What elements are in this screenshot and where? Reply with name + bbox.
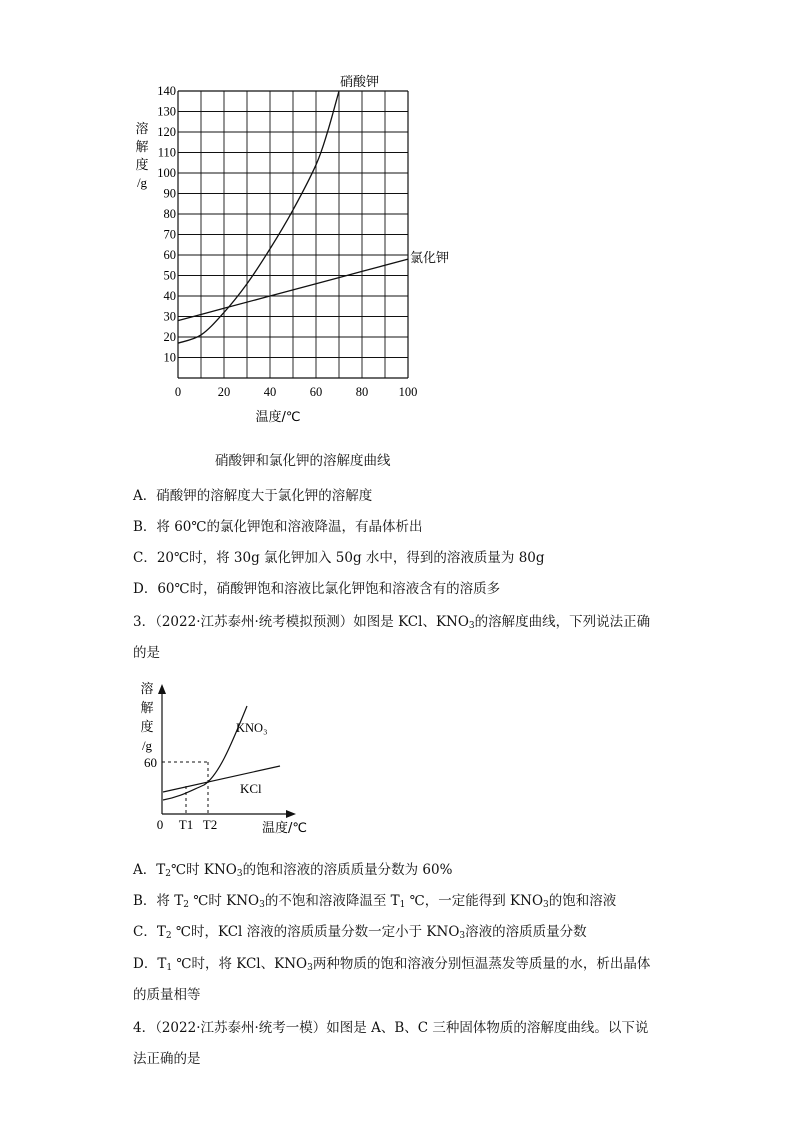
chart1-ytick-50: 50 [163, 268, 176, 283]
chart1-xtick-40: 40 [263, 385, 277, 399]
q3c-part4: 溶液的溶质质量分数 [465, 924, 587, 940]
chart1-y-axis-label [135, 121, 148, 190]
q2-option-b: B．将 60℃的氯化钾饱和溶液降温，有晶体析出 [133, 519, 423, 535]
q2-option-d: D．60℃时，硝酸钾饱和溶液比氯化钾饱和溶液含有的溶质多 [133, 581, 501, 597]
q3-option-b [133, 889, 616, 910]
q3b-sub1: 2 [183, 900, 189, 910]
q3c-part2: ℃时，KCl 溶液的溶质质量分数一定小于 KNO [171, 924, 460, 940]
chart1-ytick-30: 30 [163, 309, 176, 324]
kno3-curve [178, 91, 339, 343]
q3b-part0: B．将 T [133, 893, 184, 909]
chart1-caption: 硝酸钾和氯化钾的溶解度曲线 [215, 453, 391, 469]
chart1-grid [178, 91, 408, 378]
chart1-xtick-80: 80 [355, 385, 369, 399]
chart2-ylabel-1: 解 [140, 701, 154, 716]
chart1-ytick-90: 90 [163, 186, 176, 201]
q3-stem-line2: 的是 [133, 645, 160, 661]
q3-option-c [133, 920, 587, 941]
q3d-part2: ℃时，将 KCl、KNO [172, 956, 308, 972]
chart2-kno3-curve [163, 706, 247, 800]
chart1-ytick-10: 10 [163, 350, 176, 365]
q3b-part6: ℃，一定能得到 KNO [405, 893, 544, 909]
chart1-ytick-60: 60 [163, 248, 176, 262]
q3b-sub3: 3 [259, 900, 265, 910]
q3-stem-line1 [133, 610, 650, 631]
q3d-part0: D．T [133, 956, 167, 972]
q2-option-a: A．硝酸钾的溶解度大于氯化钾的溶解度 [133, 488, 373, 504]
q3a-part2: ℃时 KNO [171, 862, 237, 878]
kcl-series-label: 氯化钾 [410, 251, 450, 266]
chart2-kcl-label: KCl [240, 781, 262, 796]
chart1-ytick-40: 40 [163, 289, 176, 303]
q3c-sub3: 3 [459, 931, 466, 941]
q3d-part4: 两种物质的饱和溶液分别恒温蒸发等质量的水，析出晶体 [312, 956, 651, 972]
chart2-xtick-t1: T1 [178, 817, 194, 832]
solubility-chart-2 [130, 676, 330, 841]
q3-option-a [133, 858, 452, 879]
chart2-x-axis-label: 温度/℃ [262, 821, 307, 836]
chart1-ytick-110: 110 [157, 145, 176, 160]
q3b-sub5: 1 [399, 900, 406, 910]
chart2-y-arrow [158, 684, 166, 694]
chart1-xtick-60: 60 [309, 385, 323, 399]
q3-option-d [133, 952, 650, 973]
chart2-ylabel-3: /g [141, 738, 153, 753]
q3d-sub1: 1 [166, 963, 173, 973]
chart2-kno3-label: KNO₃ [236, 721, 268, 735]
chart2-ylabel-2: 度 [140, 720, 154, 735]
q3-stem-text-b: 的溶解度曲线，下列说法正确 [474, 614, 651, 630]
q3a-sub3: 3 [236, 869, 243, 879]
chart1-ylabel-0: 溶 [135, 122, 149, 137]
q3b-part4: 的不饱和溶液降温至 T [264, 893, 400, 909]
chart1-ylabel-1: 解 [135, 140, 149, 155]
q3-stem-sub: 3 [468, 621, 475, 631]
chart2-ylabel-0: 溶 [140, 682, 154, 697]
q3b-part2: ℃时 KNO [188, 893, 260, 909]
q3-stem-text-a: 3．（2022·江苏泰州·统考模拟预测）如图是 KCl、KNO [133, 614, 469, 630]
chart2-x-arrow [286, 810, 296, 818]
q2-option-c: C．20℃时，将 30g 氯化钾加入 50g 水中，得到的溶液质量为 80g [133, 550, 545, 566]
chart1-ytick-120: 120 [157, 125, 176, 139]
q3d-sub3: 3 [307, 963, 313, 973]
q3c-sub1: 2 [165, 931, 172, 941]
chart1-ytick-130: 130 [157, 104, 176, 119]
chart2-xtick-0: 0 [156, 817, 164, 832]
chart1-x-axis-label: 温度/℃ [255, 410, 301, 425]
q3b-sub7: 3 [543, 900, 549, 910]
q3-option-d-line2: 的质量相等 [133, 987, 201, 1003]
chart1-ytick-20: 20 [163, 330, 176, 344]
q3a-sub1: 2 [165, 869, 171, 879]
chart1-xtick-0: 0 [174, 385, 182, 399]
q4-stem-line1: 4．（2022·江苏泰州·统考一模）如图是 A、B、C 三种固体物质的溶解度曲线。以下说 [133, 1020, 649, 1036]
chart1-y-ticks [157, 84, 176, 365]
chart1-ytick-100: 100 [157, 166, 176, 180]
q3c-part0: C．T [133, 924, 166, 940]
chart1-x-ticks [175, 385, 418, 399]
chart1-ylabel-2: 度 [135, 158, 149, 173]
chart1-ytick-140: 140 [157, 84, 176, 98]
q4-stem-line2: 法正确的是 [133, 1051, 201, 1067]
kno3-series-label: 硝酸钾 [340, 75, 380, 90]
chart2-ytick-60: 60 [144, 755, 157, 770]
chart1-xtick-100: 100 [398, 385, 418, 399]
chart1-ytick-80: 80 [163, 207, 176, 221]
chart2-xtick-t2: T2 [202, 817, 218, 832]
chart2-kcl-line [163, 766, 280, 792]
solubility-chart-1 [120, 66, 480, 426]
q3b-part8: 的饱和溶液 [548, 893, 617, 909]
chart1-xtick-20: 20 [217, 385, 231, 399]
chart1-ytick-70: 70 [163, 227, 176, 242]
q3a-part0: A．T [133, 862, 166, 878]
q3a-part4: 的饱和溶液的溶质质量分数为 60% [242, 862, 453, 878]
chart1-ylabel-3: /g [136, 175, 148, 190]
